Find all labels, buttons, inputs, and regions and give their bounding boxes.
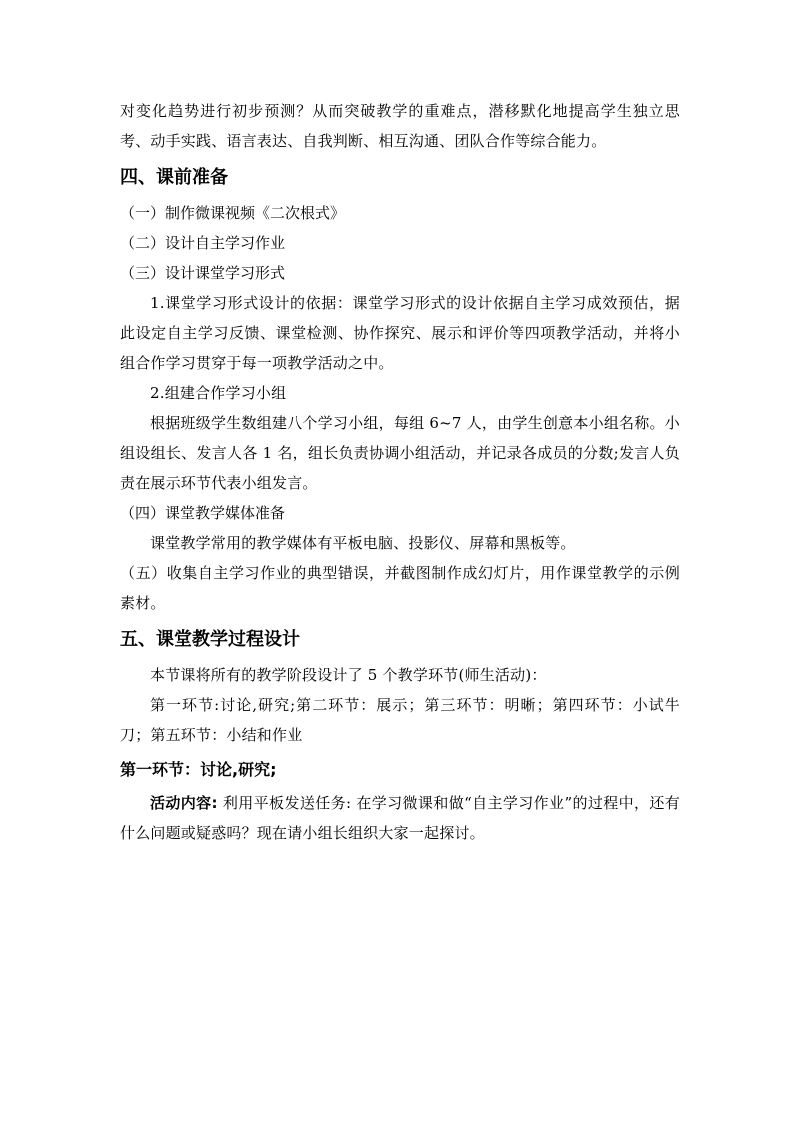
section4-item-5: （五）收集自主学习作业的典型错误，并截图制作成幻灯片，用作课堂教学的示例素材。 [120, 564, 680, 612]
intro-paragraph: 对变化趋势进行初步预测？从而突破教学的重难点，潜移默化地提高学生独立思考、动手实践、语言表达、自我判断、相互沟通、团队合作等综合能力。 [120, 102, 680, 150]
section4-para-2-body: 根据班级学生数组建八个学习小组，每组 6~7 人，由学生创意本小组名称。小组设组长、发言人各 1 名，组长负责协调小组活动，并记录各成员的分数;发言人负责在展示环节代表小组发言。 [120, 414, 680, 492]
section4-item-4-body: 课堂教学常用的教学媒体有平板电脑、投影仪、屏幕和黑板等。 [150, 534, 576, 552]
section5-para-2: 第一环节:讨论,研究;第二环节：展示；第三环节：明晰；第四环节：小试牛刀；第五环节：小结和作业 [120, 696, 680, 744]
section4-item-1: （一）制作微课视频《二次根式》 [120, 204, 346, 222]
section4-item-4: （四）课堂教学媒体准备 [120, 504, 286, 522]
section4-heading: 四、课前准备 [120, 167, 228, 188]
stage1-activity [120, 788, 680, 848]
activity-body: 利用平板发送任务: 在学习微课和做“自主学习作业”的过程中，还有什么问题或疑惑吗？现在请小组长组织大家一起探讨。 [120, 794, 681, 842]
section5-para-1: 本节课将所有的教学阶段设计了 5 个教学环节(师生活动)： [150, 666, 547, 684]
section4-item-3: （三）设计课堂学习形式 [120, 264, 286, 282]
section4-item-2: （二）设计自主学习作业 [120, 234, 286, 252]
section4-para-2-title: 2.组建合作学习小组 [150, 384, 287, 402]
section5-heading: 五、课堂教学过程设计 [120, 629, 300, 650]
document-page [120, 96, 680, 848]
section4-para-1: 1.课堂学习形式设计的依据：课堂学习形式的设计依据自主学习成效预估，据此设定自主学习反馈、课堂检测、协作探究、展示和评价等四项教学活动，并将小组合作学习贯穿于每一项教学活动之中。 [120, 294, 680, 372]
stage1-heading: 第一环节：讨论,研究; [120, 760, 277, 779]
activity-label: 活动内容: [150, 794, 218, 812]
